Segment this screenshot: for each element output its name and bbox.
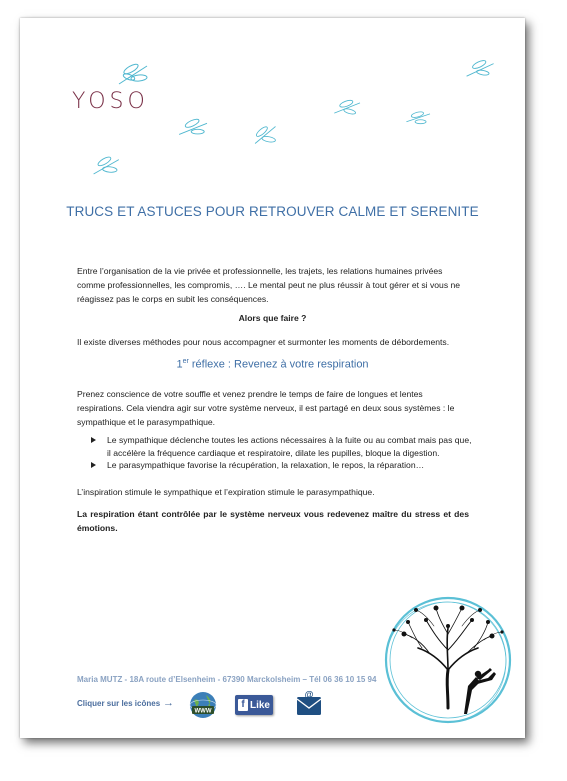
globe-www-icon[interactable] <box>188 690 218 720</box>
bullet-arrow-icon <box>91 462 96 468</box>
breathing-paragraph: Prenez conscience de votre souffle et venez prendre le temps de faire de longues et lentes respirations. Cela viendra agir sur votre système nerveux, il est partagé en deux sous systèmes : le sympathique et le parasympathique. <box>77 389 455 427</box>
document-page <box>20 18 525 738</box>
arrow-right-icon: → <box>163 697 174 709</box>
conclusion-paragraph: La respiration étant contrôlée par le système nerveux vous redevenez maître du stress et des émotions. <box>77 509 469 533</box>
dragonfly-icon <box>250 122 284 148</box>
dragonfly-icon <box>463 56 499 82</box>
reflex-number: 1 <box>176 358 183 371</box>
click-icons-label: Cliquer sur les icônes <box>77 699 161 708</box>
page-title: TRUCS ET ASTUCES POUR RETROUVER CALME ET SERENITE <box>66 204 479 219</box>
www-label: WWW <box>194 708 212 715</box>
list-item <box>87 434 472 459</box>
reflex-superscript: er <box>182 358 189 365</box>
yoso-logo: YOSO <box>72 89 149 114</box>
email-at-symbol: @ <box>304 691 314 700</box>
bullet-arrow-icon <box>91 437 96 443</box>
question-heading: Alors que faire ? <box>238 313 307 323</box>
inspiration-paragraph: L’inspiration stimule le sympathique et l’expiration stimule le parasympathique. <box>77 487 375 497</box>
reflex-text: réflexe : Revenez à votre respiration <box>188 358 369 371</box>
email-icon[interactable] <box>295 691 323 719</box>
list-item-text: Le parasympathique favorise la récupération, la relaxation, le repos, la réparation… <box>107 460 425 470</box>
reflex-heading <box>20 358 525 371</box>
facebook-like-label: Like <box>249 699 270 711</box>
nervous-system-list <box>87 434 472 472</box>
tree-yoga-illustration <box>382 590 514 730</box>
facebook-like-button[interactable] <box>235 695 273 715</box>
footer-address: Maria MUTZ - 18A route d’Elsenheim - 67390 Marckolsheim – Tél 06 36 10 15 94 <box>77 675 377 684</box>
dragonfly-icon <box>175 114 213 140</box>
dragonfly-icon <box>115 60 155 88</box>
dragonfly-icon <box>330 96 366 120</box>
facebook-icon: f <box>238 699 248 711</box>
list-item-text: Le sympathique déclenche toutes les actions nécessaires à la fuite ou au combat mais pas que, il accélère la fréquence cardiaque et respiratoire, dilate les pupilles, bloque la digestion. <box>107 435 472 458</box>
dragonfly-icon <box>90 152 126 178</box>
intro-paragraph: Entre l’organisation de la vie privée et professionnelle, les trajets, les relations humaines privées comme professionnelles, les compromis, …. Le mental peut ne plus réussir à tout gérer et si vous ne réagissez pas le corps en subit les conséquences. <box>77 266 461 304</box>
dragonfly-icon <box>402 106 436 128</box>
list-item <box>87 459 472 472</box>
methods-paragraph: Il existe diverses méthodes pour nous accompagner et surmonter les moments de débordements. <box>77 337 450 347</box>
